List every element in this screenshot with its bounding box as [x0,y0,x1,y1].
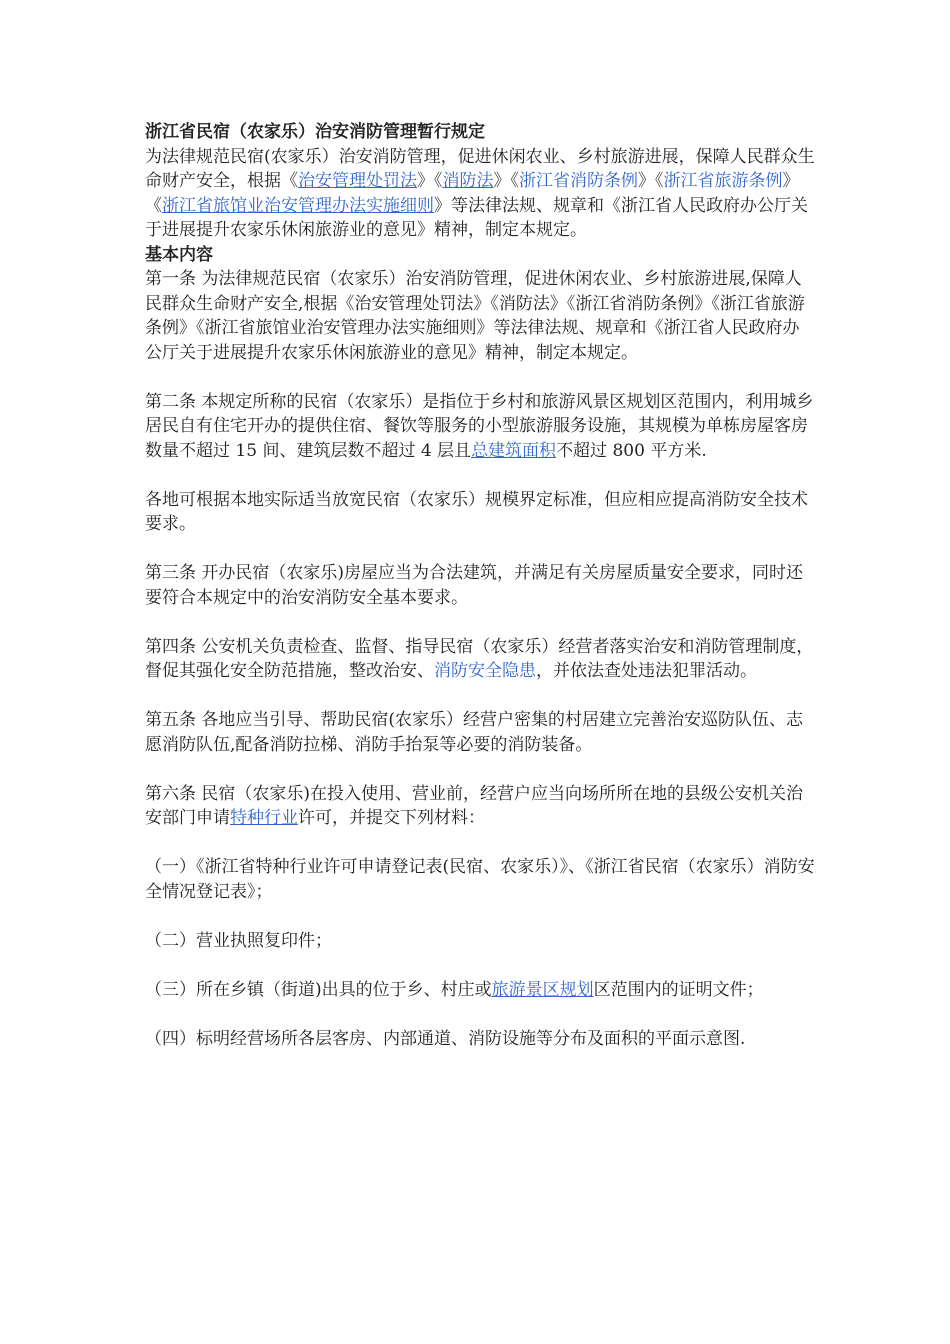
article-3: 第三条 开办民宿（农家乐)房屋应当为合法建筑，并满足有关房屋质量安全要求，同时还要符合本规定中的治安消防安全基本要求。 [145,563,804,608]
document-page [145,120,815,1051]
article-6: 第六条 民宿（农家乐)在投入使用、营业前，经营户应当向场所所在地的县级公安机关治安部门申请特种行业许可，并提交下列材料： [145,783,804,828]
link-scenic-area-planning[interactable]: 旅游景区规划 [491,979,594,1000]
list-item-4: （四）标明经营场所各层客房、内部通道、消防设施等分布及面积的平面示意图. [145,1028,746,1049]
link-zhejiang-fire-regulations[interactable]: 浙江省消防条例 [519,171,638,191]
article-5: 第五条 各地应当引导、帮助民宿(农家乐）经营户密集的村居建立完善治安巡防队伍、志愿消防队伍,配备消防拉梯、消防手抬泵等必要的消防装备。 [145,710,804,755]
list-item-1: （一）《浙江省特种行业许可申请登记表(民宿、农家乐）》、《浙江省民宿（农家乐）消防安全情况登记表》； [145,857,815,902]
link-zhejiang-tourism-regulations[interactable]: 浙江省旅游条例 [663,171,783,191]
list-item-3: （三）所在乡镇（街道)出具的位于乡、村庄或旅游景区规划区范围内的证明文件； [145,979,764,1000]
document-title: 浙江省民宿（农家乐）治安消防管理暂行规定 [145,122,485,142]
article-2-supplement: 各地可根据本地实际适当放宽民宿（农家乐）规模界定标准，但应相应提高消防安全技术要求。 [145,489,808,534]
list-item-2: （二）营业执照复印件； [145,930,332,951]
article-1: 第一条 为法律规范民宿（农家乐）治安消防管理，促进休闲农业、乡村旅游进展,保障人民群众生命财产安全,根据《治安管理处罚法》《消防法》《浙江省消防条例》《浙江省旅游条例》《浙江省旅馆业治安管理办法实施细则》等法律法规、规章和《浙江省人民政府办公厅关于进展提升农家乐休闲旅游业的意见》精神，制定本规定。 [145,269,805,363]
link-public-security-law[interactable]: 治安管理处罚法 [298,171,417,191]
link-fire-law[interactable]: 消防法 [442,171,494,191]
link-total-floor-area[interactable]: 总建筑面积 [471,440,557,461]
link-special-industry[interactable]: 特种行业 [230,808,298,828]
link-fire-safety-hazard[interactable]: 消防安全隐患 [434,661,536,681]
section-heading: 基本内容 [145,244,213,265]
article-4: 第四条 公安机关负责检查、监督、指导民宿（农家乐）经营者落实治安和消防管理制度，督促其强化安全防范措施，整改治安、消防安全隐患，并依法查处违法犯罪活动。 [145,636,814,681]
intro-paragraph: 为法律规范民宿(农家乐）治安消防管理，促进休闲农业、乡村旅游进展，保障人民群众生命财产安全，根据《治安管理处罚法》《消防法》《浙江省消防条例》《浙江省旅游条例》《浙江省旅馆业治安管理办法实施细则》等法律法规、规章和《浙江省人民政府办公厅关于进展提升农家乐休闲旅游业的意见》精神，制定本规定。 [145,146,815,240]
link-hotel-security-rules[interactable]: 浙江省旅馆业治安管理办法实施细则 [162,195,434,216]
article-2: 第二条 本规定所称的民宿（农家乐）是指位于乡村和旅游风景区规划区范围内，利用城乡居民自有住宅开办的提供住宿、餐饮等服务的小型旅游服务设施，其规模为单栋房屋客房数量不超过 15 间、建筑层数不超过 4 层且总建筑面积不超过 800 平方米. [145,391,814,461]
